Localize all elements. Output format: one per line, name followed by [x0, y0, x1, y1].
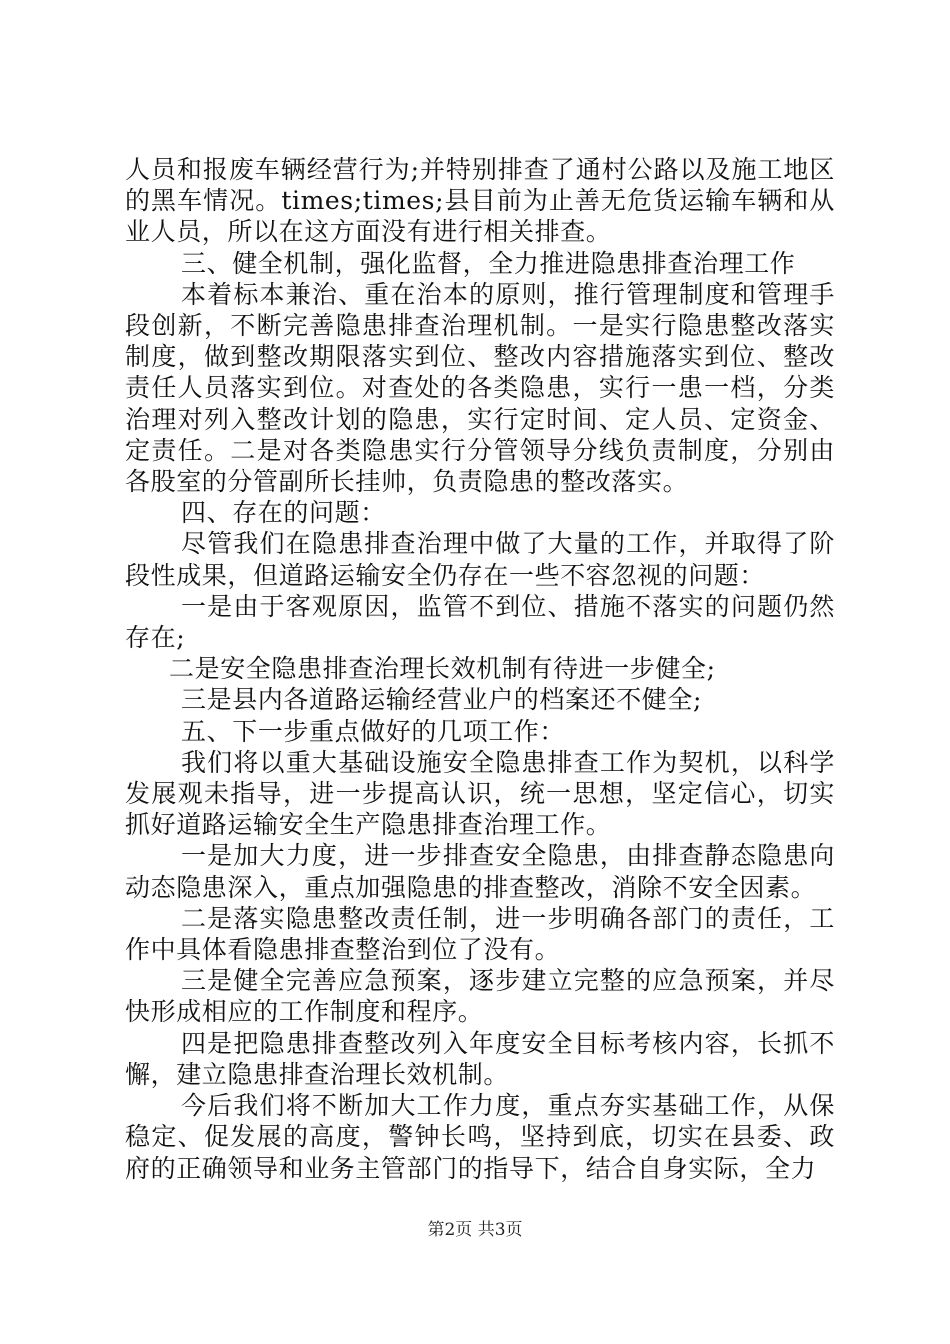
paragraph-conclusion: 今后我们将不断加大工作力度，重点夯实基础工作，从保稳定、促发展的高度，警钟长鸣，坚持到底，切实在县委、政府的正确领导和业务主管部门的指导下，结合自身实际，全力: [125, 1091, 835, 1183]
paragraph-next-steps-intro: 我们将以重大基础设施安全隐患排查工作为契机，以科学发展观未指导，进一步提高认识，统一思想，坚定信心，切实抓好道路运输安全生产隐患排查治理工作。: [125, 747, 835, 840]
paragraph-problem-1: 一是由于客观原因，监管不到位、措施不落实的问题仍然存在;: [125, 591, 835, 653]
section-heading-4: 四、存在的问题：: [181, 498, 386, 528]
document-body: [125, 154, 835, 1184]
section-heading-3: 三、健全机制，强化监督，全力推进隐患排查治理工作: [181, 248, 796, 278]
paragraph-step-3: 三是健全完善应急预案，逐步建立完整的应急预案，并尽快形成相应的工作制度和程序。: [125, 966, 835, 1027]
paragraph-step-1: 一是加大力度，进一步排查安全隐患，由排查静态隐患向动态隐患深入，重点加强隐患的排查整改，消除不安全因素。: [125, 841, 835, 902]
paragraph-step-2: 二是落实隐患整改责任制，进一步明确各部门的责任，工作中具体看隐患排查整治到位了没有。: [125, 903, 835, 965]
paragraph-problem-3: 三是县内各道路运输经营业户的档案还不健全;: [181, 685, 703, 715]
paragraph-problem-2: 二是安全隐患排查治理长效机制有待进一步健全;: [169, 654, 716, 684]
paragraph-step-4: 四是把隐患排查整改列入年度安全目标考核内容，长抓不懈，建立隐患排查治理长效机制。: [125, 1028, 835, 1089]
section-heading-5: 五、下一步重点做好的几项工作：: [181, 716, 566, 746]
paragraph-continuation: 人员和报废车辆经营行为;并特别排查了通村公路以及施工地区的黑车情况。times;times;县目前为止善无危货运输车辆和从业人员，所以在这方面没有进行相关排查。: [125, 155, 835, 247]
paragraph-problems-intro: 尽管我们在隐患排查治理中做了大量的工作，并取得了阶段性成果，但道路运输安全仍存在一些不容忽视的问题：: [125, 529, 835, 590]
page-number-footer: 第2页 共3页: [427, 1220, 523, 1240]
paragraph-mechanism: 本着标本兼治、重在治本的原则，推行管理制度和管理手段创新，不断完善隐患排查治理机制。一是实行隐患整改落实制度，做到整改期限落实到位、整改内容措施落实到位、整改责任人员落实到位。对查处的各类隐患，实行一患一档，分类治理对列入整改计划的隐患，实行定时间、定人员、定资金、定责任。二是对各类隐患实行分管领导分线负责制度，分别由各股室的分管副所长挂帅，负责隐患的整改落实。: [125, 279, 835, 497]
